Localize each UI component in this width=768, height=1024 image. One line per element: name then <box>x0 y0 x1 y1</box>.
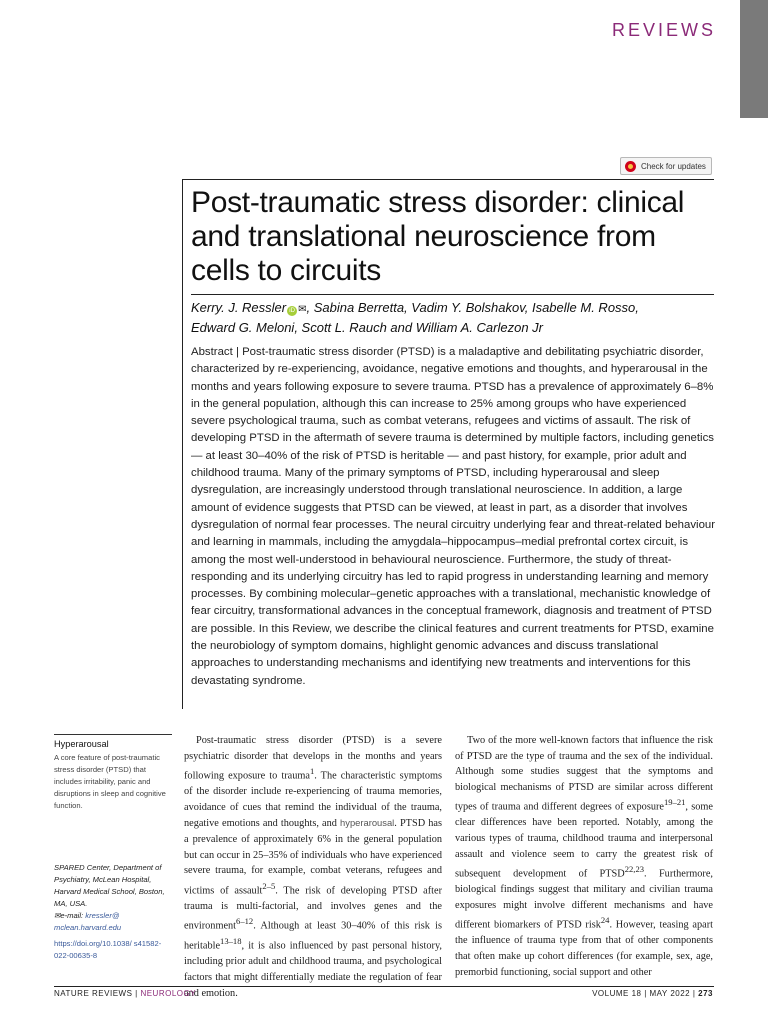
email-icon[interactable]: ✉ <box>298 304 307 315</box>
body-column-1 <box>184 733 442 1001</box>
abstract-left-rule <box>182 179 183 709</box>
envelope-icon: ✉ <box>54 911 61 920</box>
footer-volume-page: VOLUME 18 | MAY 2022 | 273 <box>592 989 713 998</box>
email-label: e-mail: <box>60 911 86 920</box>
corresponding-author[interactable]: Kerry. J. Ressler <box>191 300 287 315</box>
page-number: 273 <box>698 989 713 998</box>
abstract: Abstract | Post-traumatic stress disorder (PTSD) is a maladaptive and debilitating psychiatric disorder, characterized by re-experiencing, avoidance, negative emotions and thoughts, and hyperarousal in the months and years following exposure to severe trauma. PTSD has a prevalence of approximately 6–8% in the general population, although this can increase to 25% among groups who have experienced severe psychological trauma, such as combat veterans, refugees and victims of assault. The risk of developing PTSD in the aftermath of severe trauma is determined by multiple factors, including genetics — at least 30–40% of the risk of PTSD is heritable — and past history, for example, prior adult and childhood trauma. Many of the primary symptoms of PTSD, including hyperarousal and sleep dysregulation, are increasingly understood through translational neuroscience. In addition, a large amount of evidence suggests that PTSD can be viewed, at least in part, as a disorder that involves dysregulation of normal fear processes. The neural circuitry underlying fear and threat-related behaviour and learning in mammals, including the amygdala–hippocampus–medial prefrontal cortex circuit, is among the most well-understood in behavioural neuroscience. Furthermore, the study of threat-responding and its underlying circuitry has led to rapid progress in understanding learning and memory processes. By combining molecular–genetic approaches with a translational, mechanistic knowledge of fear circuitry, transformational advances in the conceptual framework, diagnosis and treatment of PTSD are possible. In this Review, we describe the clinical features and current treatments for PTSD, examine the neurobiology of symptom domains, highlight genomic advances and discuss translational approaches to understanding mechanisms and identifying new treatments and interventions for this devastating syndrome. <box>191 346 716 687</box>
header-rule <box>182 179 714 180</box>
check-for-updates-button[interactable] <box>620 157 712 175</box>
author-affiliation: SPARED Center, Department of Psychiatry, McLean Hospital, Harvard Medical School, Boston, MA, USA. <box>54 863 165 908</box>
glossary-rule <box>54 734 172 735</box>
doi-link[interactable]: https://doi.org/10.1038/ s41582-022-00635-8 <box>54 939 162 960</box>
reference-link[interactable]: 22,23 <box>624 864 645 875</box>
correspondence-email <box>54 910 172 934</box>
reference-link[interactable]: 13–18 <box>220 936 242 947</box>
crossmark-icon <box>625 161 636 172</box>
glossary-highlight: hyperarousal <box>340 817 395 829</box>
footer-journal: NATURE REVIEWS | NEUROLOGY <box>54 989 197 998</box>
title-rule <box>191 294 714 295</box>
reference-link[interactable]: 24 <box>600 915 610 926</box>
orcid-icon[interactable]: iD <box>287 306 297 316</box>
section-label: REVIEWS <box>612 20 717 40</box>
section-edge-tab <box>740 0 768 118</box>
glossary-term: Hyperarousal <box>54 739 109 749</box>
body-column-2 <box>455 733 713 980</box>
article-title: Post-traumatic stress disorder: clinical and translational neuroscience from cells to circuits <box>191 186 685 287</box>
footer-rule <box>54 986 714 987</box>
author-list <box>191 299 716 337</box>
reference-link[interactable]: 1 <box>309 766 315 777</box>
body-paragraph: Post-traumatic stress disorder (PTSD) is a severe psychiatric disorder that develops in the months and years following exposure to trauma$^1$. The characteristic symptoms of the disorder include re-experiencing of trauma memories, avoidance of cues that remind the individual of the trauma, negative emotions and thoughts, and hyperarousal. PTSD has a prevalence of approximately 6% in the general population but can occur in 25–35% of individuals who have experienced severe trauma, for example, combat veterans, refugees and victims of assault$^{2-5}$. The risk of developing PTSD after trauma is multi-factorial, and involves genes and the environment$^{6-12}$. Although at least 30–40% of this risk is heritable$^{13-18}$, it is also influenced by past personal history, including prior adult and childhood trauma, and psychological factors that might differentially mediate the regulation of fear and emotion. <box>184 735 442 999</box>
body-paragraph: Two of the more well-known factors that influence the risk of PTSD are the type of trauma and the sex of the individual. Although some studies suggest that the symptoms and biological mechanisms of PTSD are similar across different types of trauma and different degrees of exposure$^{19-21}$, some clear differences have been reported. Notably, among the various types of trauma, childhood trauma and interpersonal assault and violence seem to carry the greatest risk of subsequent development of PTSD$^{22,23}$. Furthermore, biological findings suggest that military and civilian trauma exposures might involve different mechanisms and have different biomarkers of PTSD risk$^{24}$. However, teasing apart the influence of trauma type from that of other components that often make up cohort differences (for example, sex, age, premorbid functioning, social support and other <box>455 735 713 978</box>
reference-link[interactable]: 6–12 <box>236 916 254 927</box>
co-authors-line1: , Sabina Berretta, Vadim Y. Bolshakov, Isabelle M. Rosso, <box>306 300 639 315</box>
email-link[interactable]: kressler@ mclean.harvard.edu <box>54 911 122 932</box>
glossary-definition: A core feature of post-traumatic stress disorder (PTSD) that includes irritability, panic and disruptions in sleep and cognitive function. <box>54 753 166 810</box>
co-authors-line2: Edward G. Meloni, Scott L. Rauch and William A. Carlezon Jr <box>191 320 543 335</box>
reference-link[interactable]: 2–5 <box>262 880 276 891</box>
check-updates-label: Check for updates <box>641 161 706 171</box>
reference-link[interactable]: 19–21 <box>663 797 686 808</box>
